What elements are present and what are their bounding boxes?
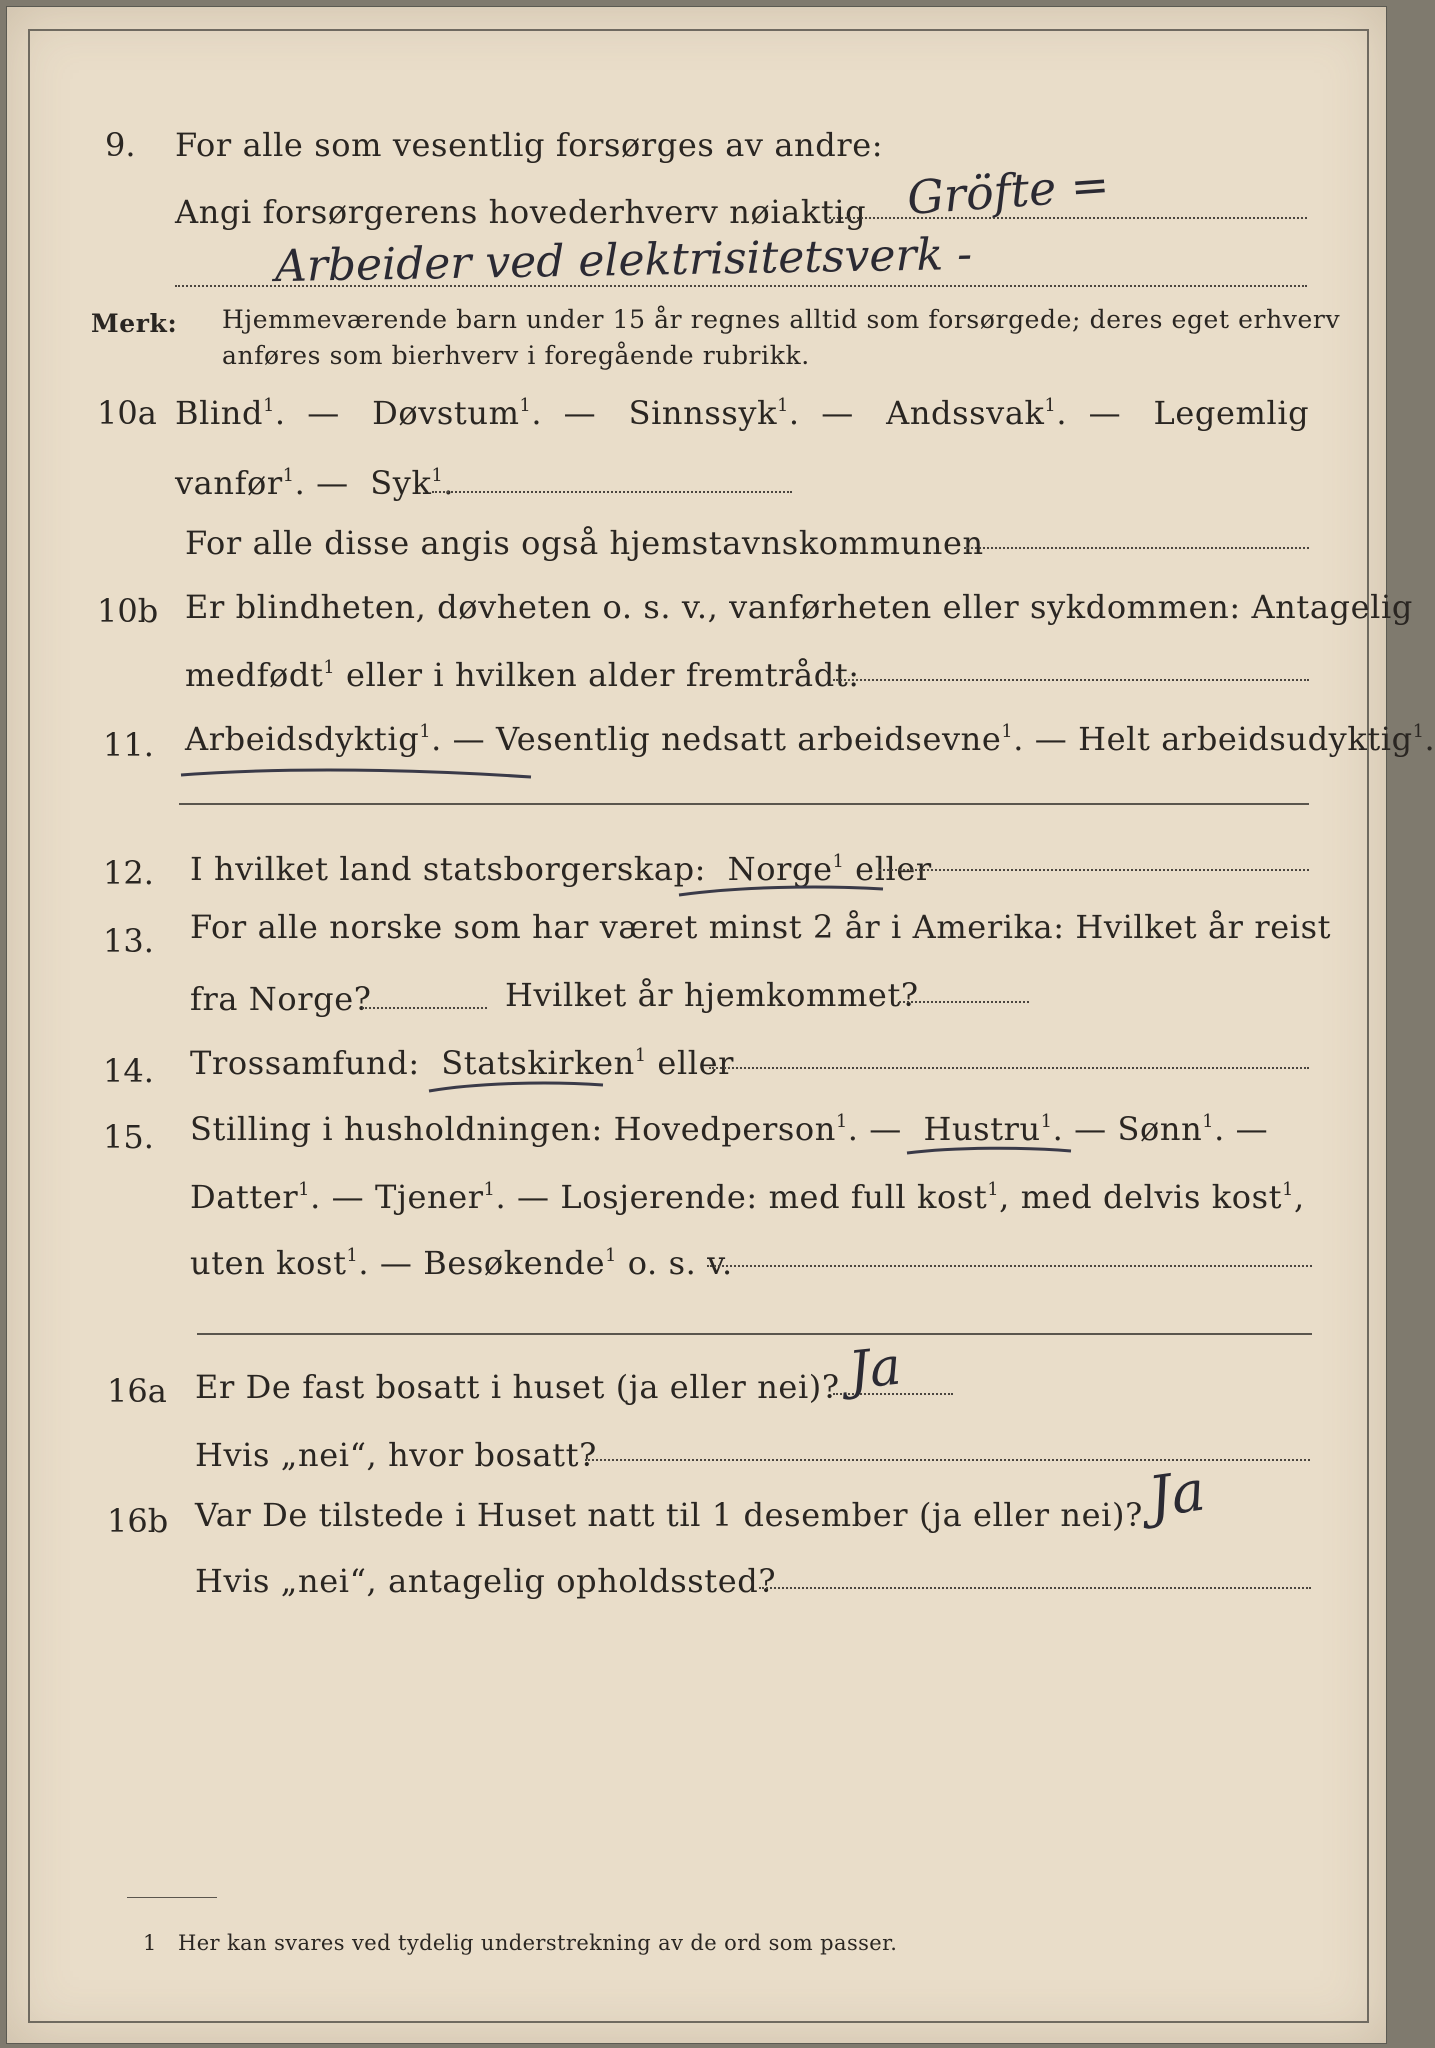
q15-hustru[interactable]: Hustru xyxy=(923,1110,1041,1148)
merk-label: Merk: xyxy=(91,309,178,338)
q9-handwritten-answer1: Gröfte = xyxy=(905,157,1111,225)
q10a-legemlig[interactable]: Legemlig xyxy=(1153,394,1310,432)
q15-line2: Datter$^1$. — Tjener$^1$. — Losjerende: med full kost$^1$, med delvis kost$^1$, xyxy=(190,1178,1305,1216)
q13-hjemkommet-answer-line[interactable] xyxy=(899,1001,1029,1003)
q16a-line2: Hvis „nei“, hvor bosatt? xyxy=(195,1436,597,1474)
q14-number: 14. xyxy=(103,1052,154,1090)
q10b-line1: Er blindheten, døvheten o. s. v., vanførheten eller sykdommen: Antagelig xyxy=(185,588,1413,626)
q9-line2: Angi forsørgerens hovederhverv nøiaktig xyxy=(175,193,867,231)
q15-handwritten-underline xyxy=(905,1143,1075,1159)
footnote-mark: 1 xyxy=(143,1931,157,1955)
census-form-page xyxy=(6,6,1435,2044)
q16a-number: 16a xyxy=(107,1372,167,1410)
q10b-medfodt[interactable]: medfødt xyxy=(185,656,324,694)
q14-statskirken[interactable]: Statskirken xyxy=(441,1044,635,1082)
q10a-line3: For alle disse angis også hjemstavnskommunen xyxy=(185,524,984,562)
q9-handwritten-answer2: Arbeider ved elektrisitetsverk - xyxy=(274,228,973,293)
q16a-bosatt-answer-line[interactable] xyxy=(585,1459,1310,1461)
q15-answer-line[interactable] xyxy=(707,1265,1312,1267)
q16b-number: 16b xyxy=(107,1502,169,1540)
merk-line1: Hjemmeværende barn under 15 år regnes alltid som forsørgede; deres eget erhverv xyxy=(222,305,1341,334)
footnote-text: Her kan svares ved tydelig understrekning av de ord som passer. xyxy=(178,1931,898,1955)
q10b-number: 10b xyxy=(97,592,159,630)
q10a-andssvak[interactable]: Andssvak xyxy=(886,394,1045,432)
q10a-dovstum[interactable]: Døvstum xyxy=(372,394,520,432)
q10a-vanfor[interactable]: vanfør xyxy=(175,464,283,502)
q16b-line1: Var De tilstede i Huset natt til 1 desember (ja eller nei)? xyxy=(195,1496,1143,1534)
q10a-line2: vanfør$^1$. — Syk$^1$. xyxy=(175,464,455,502)
q16b-handwritten-answer: Ja xyxy=(1144,1458,1210,1531)
q9-line1: For alle som vesentlig forsørges av andre: xyxy=(175,126,884,164)
q12-handwritten-underline xyxy=(677,883,887,901)
q14-handwritten-underline xyxy=(427,1079,607,1095)
q10a-syk[interactable]: Syk xyxy=(370,464,432,502)
q12-answer-line[interactable] xyxy=(879,869,1309,871)
q15-line3: uten kost$^1$. — Besøkende$^1$ o. s. v. xyxy=(190,1244,733,1282)
q10a-blind[interactable]: Blind xyxy=(175,394,264,432)
q16a-line1: Er De fast bosatt i huset (ja eller nei)? xyxy=(195,1368,840,1406)
q11-line: Arbeidsdyktig$^1$. — Vesentlig nedsatt arbeidsevne$^1$. — Helt arbeidsudyktig$^1$. xyxy=(185,720,1435,758)
q11-number: 11. xyxy=(103,726,154,764)
q15-number: 15. xyxy=(103,1118,154,1156)
q11-handwritten-underline xyxy=(179,763,539,783)
q10b-answer-line[interactable] xyxy=(833,679,1309,681)
q10b-line2: medfødt$^1$ eller i hvilken alder fremtrådt: xyxy=(185,656,860,694)
q11-answer-line[interactable] xyxy=(179,803,1309,805)
q10a-hjemstavn-answer-line[interactable] xyxy=(964,547,1309,549)
q14-line: Trossamfund: Statskirken$^1$ eller xyxy=(190,1044,735,1082)
footnote xyxy=(143,1929,897,1957)
q13-line1: For alle norske som har været minst 2 år i Amerika: Hvilket år reist xyxy=(190,908,1332,946)
merk-line2: anføres som bierhverv i foregående rubrikk. xyxy=(222,341,810,370)
q10a-line1: Blind$^1$. — Døvstum$^1$. — Sinnssyk$^1$. — Andssvak$^1$. — Legemlig xyxy=(175,394,1310,432)
q16b-opholdssted-answer-line[interactable] xyxy=(759,1587,1311,1589)
q9-number: 9. xyxy=(105,126,136,164)
q9-answer-line1[interactable] xyxy=(829,217,1307,219)
q13-reist: fra Norge? xyxy=(190,980,372,1018)
q13-reist-answer-line[interactable] xyxy=(362,1007,487,1009)
q10a-syk-answer-line[interactable] xyxy=(432,491,792,493)
q15-line1: Stilling i husholdningen: Hovedperson$^1$. — Hustru$^1$. — Sønn$^1$. — xyxy=(190,1110,1269,1148)
q10a-sinnssyk[interactable]: Sinnssyk xyxy=(628,394,778,432)
q10a-number: 10a xyxy=(97,394,157,432)
footnote-rule xyxy=(127,1897,217,1898)
q12-line: I hvilket land statsborgerskap: Norge$^1$ eller xyxy=(190,850,932,888)
q13-hjemkommet: Hvilket år hjemkommet? xyxy=(505,976,919,1014)
q14-answer-line[interactable] xyxy=(709,1067,1309,1069)
q11-arbeidsdyktig[interactable]: Arbeidsdyktig xyxy=(185,720,420,758)
q15-answer-line2[interactable] xyxy=(197,1333,1312,1335)
q16a-handwritten-answer: Ja xyxy=(846,1336,904,1402)
q12-norge[interactable]: Norge xyxy=(727,850,833,888)
q12-number: 12. xyxy=(103,854,154,892)
q13-number: 13. xyxy=(103,922,154,960)
q16b-line2: Hvis „nei“, antagelig opholdssted? xyxy=(195,1562,777,1600)
